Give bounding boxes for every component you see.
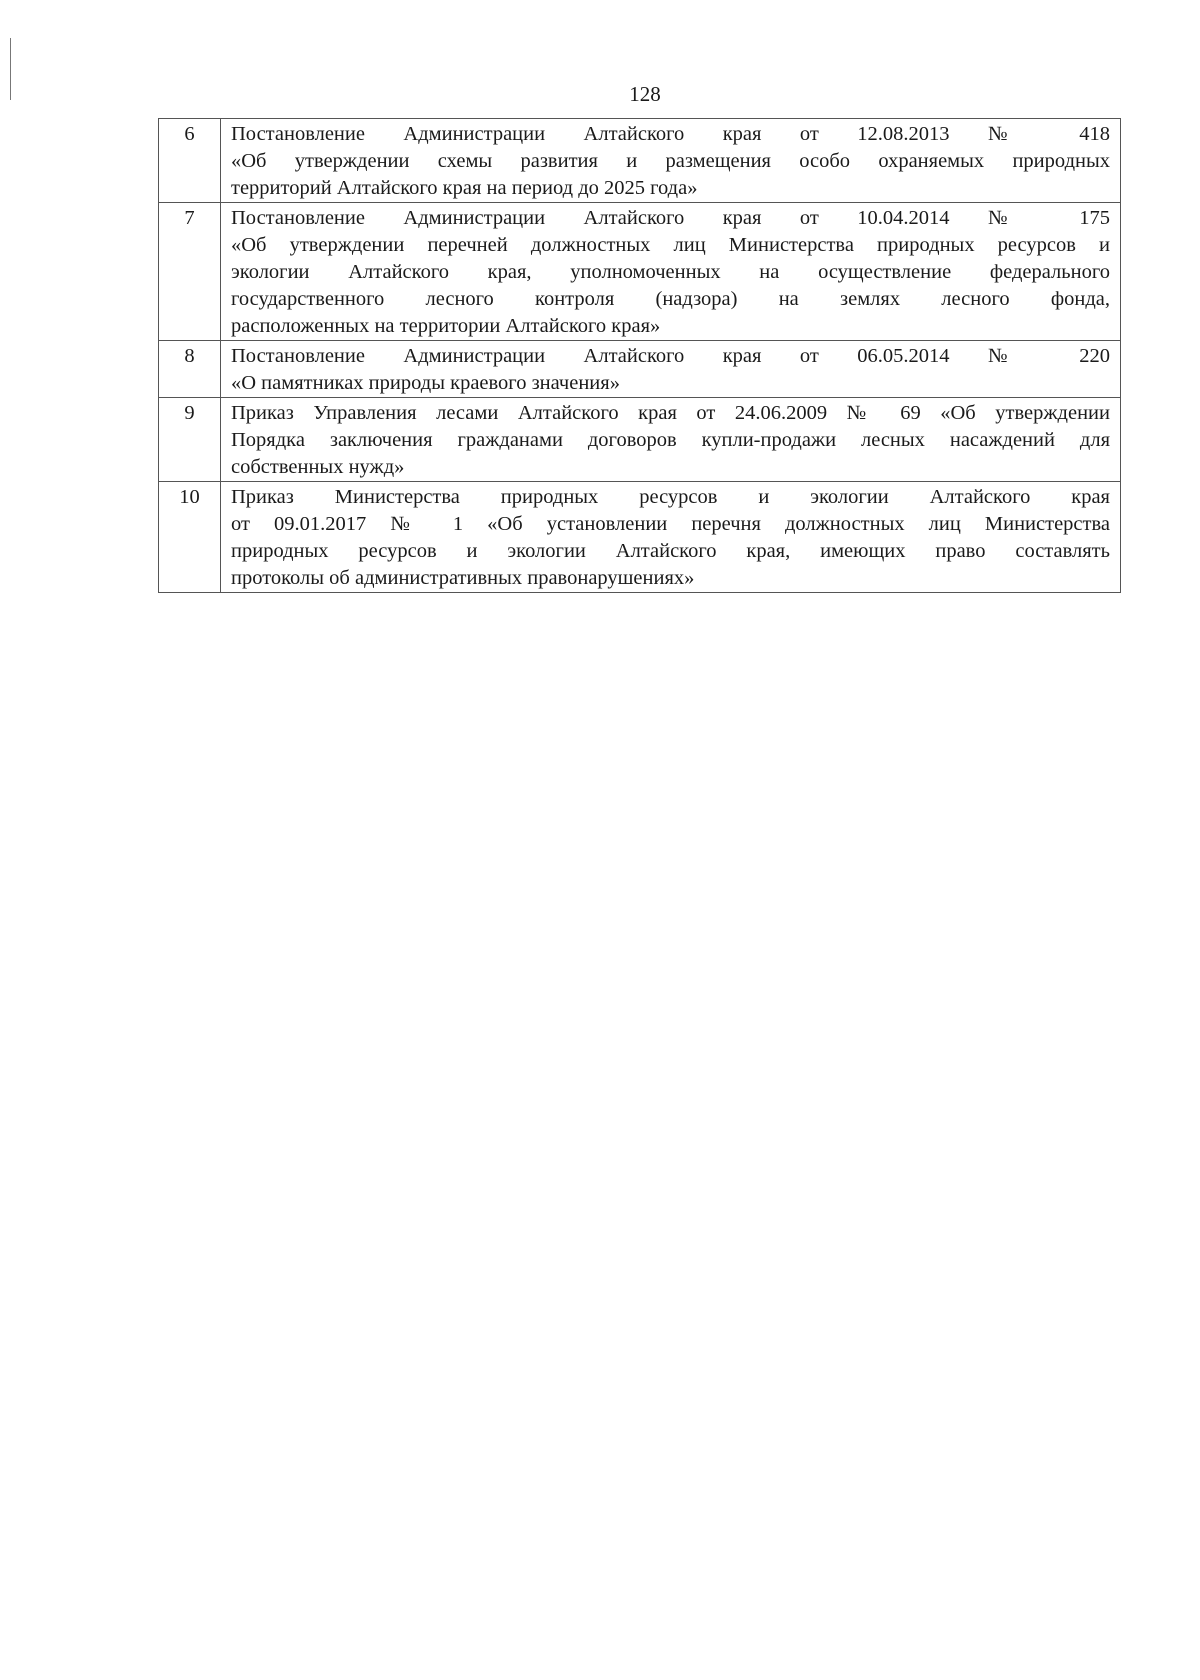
text-line: протоколы об административных правонарушениях» (231, 567, 695, 589)
text-line: Постановление Администрации Алтайского края от 12.08.2013 № 418 (231, 123, 1110, 145)
row-number: 9 (159, 398, 221, 482)
text-line: Постановление Администрации Алтайского края от 06.05.2014 № 220 (231, 345, 1110, 367)
row-text (221, 203, 1121, 341)
text-line: природных ресурсов и экологии Алтайского края, имеющих право составлять (231, 540, 1110, 562)
row-text (221, 119, 1121, 203)
page-number: 128 (629, 82, 661, 106)
row-text (221, 482, 1121, 593)
text-line: «О памятниках природы краевого значения» (231, 372, 620, 394)
text-line: Приказ Министерства природных ресурсов и экологии Алтайского края (231, 486, 1110, 508)
text-line: от 09.01.2017 № 1 «Об установлении перечня должностных лиц Министерства (231, 513, 1110, 535)
text-line: собственных нужд» (231, 456, 405, 478)
text-line: Приказ Управления лесами Алтайского края от 24.06.2009 № 69 «Об утверждении (231, 402, 1110, 424)
row-number: 6 (159, 119, 221, 203)
row-number: 10 (159, 482, 221, 593)
table-row (159, 398, 1121, 482)
text-line: территорий Алтайского края на период до 2025 года» (231, 177, 698, 199)
row-number: 8 (159, 341, 221, 398)
row-number: 7 (159, 203, 221, 341)
row-text (221, 398, 1121, 482)
table-row (159, 203, 1121, 341)
text-line: экологии Алтайского края, уполномоченных на осуществление федерального (231, 261, 1110, 283)
table-row (159, 341, 1121, 398)
text-line: «Об утверждении перечней должностных лиц Министерства природных ресурсов и (231, 234, 1110, 256)
text-line: «Об утверждении схемы развития и размещения особо охраняемых природных (231, 150, 1110, 172)
text-line: государственного лесного контроля (надзора) на землях лесного фонда, (231, 288, 1110, 310)
text-line: Порядка заключения гражданами договоров купли-продажи лесных насаждений для (231, 429, 1110, 451)
table-row (159, 482, 1121, 593)
document-table (158, 118, 1121, 593)
text-line: расположенных на территории Алтайского края» (231, 315, 661, 337)
table-row (159, 119, 1121, 203)
row-text (221, 341, 1121, 398)
text-line: Постановление Администрации Алтайского края от 10.04.2014 № 175 (231, 207, 1110, 229)
